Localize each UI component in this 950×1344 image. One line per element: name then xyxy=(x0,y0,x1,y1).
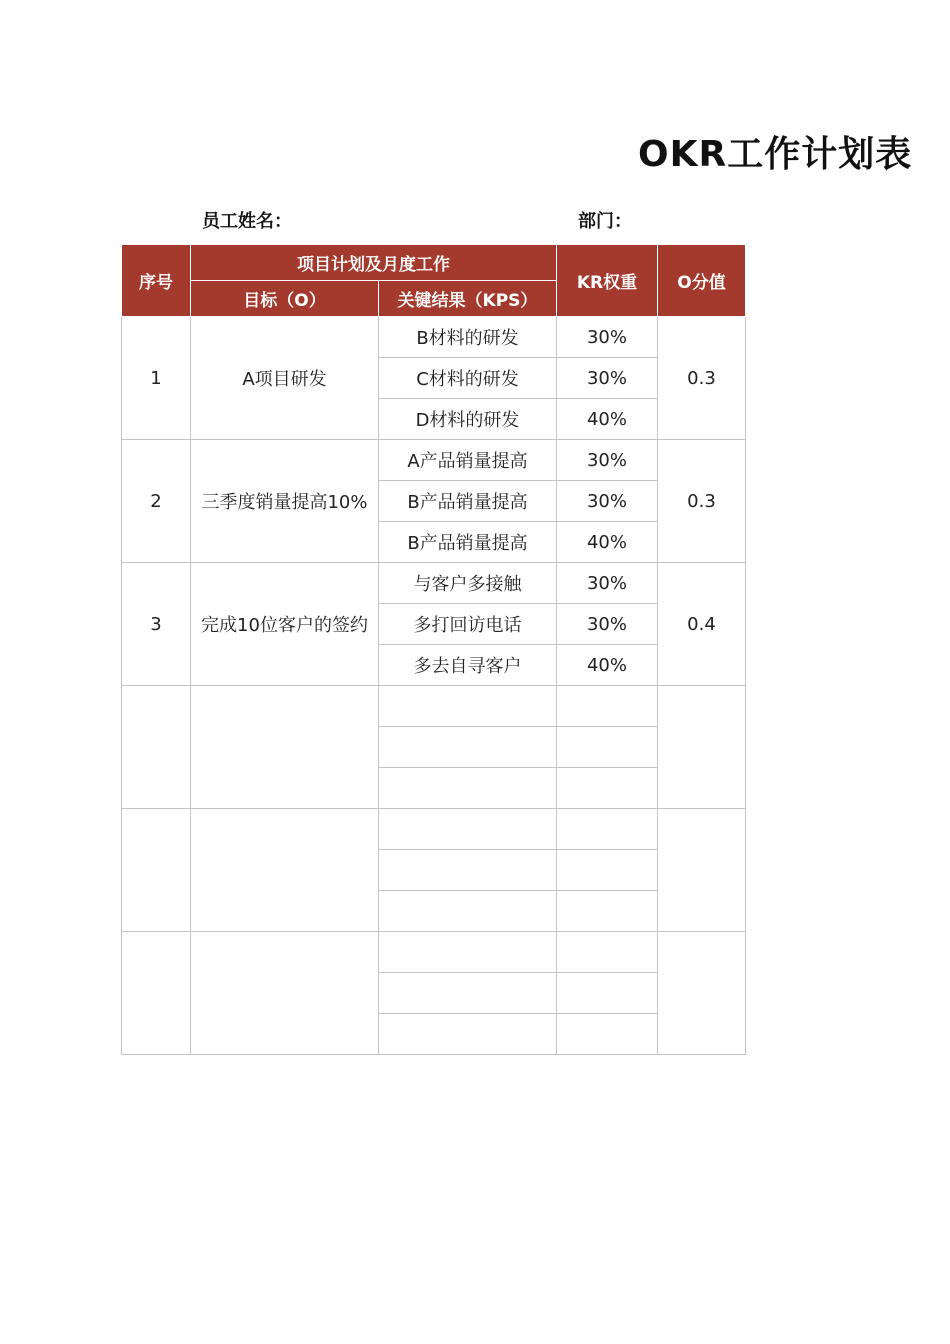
table-body xyxy=(122,317,746,1055)
kr-weight-cell: 40% xyxy=(557,522,658,563)
key-result-cell xyxy=(379,686,557,727)
kr-weight-cell: 30% xyxy=(557,440,658,481)
key-result-cell: B产品销量提高 xyxy=(379,522,557,563)
o-score-cell xyxy=(658,932,746,1055)
table-row xyxy=(122,440,746,481)
kr-weight-cell xyxy=(557,686,658,727)
key-result-cell: 多打回访电话 xyxy=(379,604,557,645)
header-plan-group: 项目计划及月度工作 xyxy=(191,245,557,281)
kr-weight-cell xyxy=(557,932,658,973)
key-result-cell: C材料的研发 xyxy=(379,358,557,399)
key-result-cell xyxy=(379,768,557,809)
key-result-cell: 多去自寻客户 xyxy=(379,645,557,686)
key-result-cell: B产品销量提高 xyxy=(379,481,557,522)
key-result-cell: B材料的研发 xyxy=(379,317,557,358)
header-kr-weight: KR权重 xyxy=(557,245,658,317)
o-score-cell: 0.4 xyxy=(658,563,746,686)
header-key-results: 关键结果（KPS） xyxy=(379,281,557,317)
row-index-cell: 3 xyxy=(122,563,191,686)
objective-cell: A项目研发 xyxy=(191,317,379,440)
key-result-cell xyxy=(379,932,557,973)
o-score-cell: 0.3 xyxy=(658,317,746,440)
title-clip xyxy=(560,120,913,180)
kr-weight-cell: 40% xyxy=(557,399,658,440)
table-row xyxy=(122,686,746,727)
key-result-cell: 与客户多接触 xyxy=(379,563,557,604)
kr-weight-cell: 30% xyxy=(557,563,658,604)
objective-cell xyxy=(191,809,379,932)
key-result-cell xyxy=(379,1014,557,1055)
header-o-score: O分值 xyxy=(658,245,746,317)
table-row xyxy=(122,563,746,604)
row-index-cell: 1 xyxy=(122,317,191,440)
okr-table xyxy=(121,244,746,1055)
row-index-cell xyxy=(122,686,191,809)
key-result-cell xyxy=(379,809,557,850)
key-result-cell xyxy=(379,973,557,1014)
kr-weight-cell xyxy=(557,850,658,891)
key-result-cell: D材料的研发 xyxy=(379,399,557,440)
table-row xyxy=(122,932,746,973)
objective-cell xyxy=(191,686,379,809)
objective-cell: 三季度销量提高10% xyxy=(191,440,379,563)
row-index-cell xyxy=(122,809,191,932)
kr-weight-cell xyxy=(557,891,658,932)
row-index-cell: 2 xyxy=(122,440,191,563)
header-index: 序号 xyxy=(122,245,191,317)
kr-weight-cell xyxy=(557,768,658,809)
kr-weight-cell: 30% xyxy=(557,358,658,399)
key-result-cell xyxy=(379,850,557,891)
kr-weight-cell: 30% xyxy=(557,317,658,358)
kr-weight-cell xyxy=(557,727,658,768)
table-header xyxy=(122,245,746,317)
kr-weight-cell: 30% xyxy=(557,481,658,522)
kr-weight-cell: 30% xyxy=(557,604,658,645)
key-result-cell xyxy=(379,727,557,768)
objective-cell xyxy=(191,932,379,1055)
table-row xyxy=(122,809,746,850)
o-score-cell: 0.3 xyxy=(658,440,746,563)
employee-name-label: 员工姓名： xyxy=(202,211,292,232)
key-result-cell xyxy=(379,891,557,932)
kr-weight-cell xyxy=(557,809,658,850)
table-row xyxy=(122,317,746,358)
key-result-cell: A产品销量提高 xyxy=(379,440,557,481)
page-title: OKR工作计划表 xyxy=(638,134,913,175)
o-score-cell xyxy=(658,686,746,809)
kr-weight-cell xyxy=(557,973,658,1014)
row-index-cell xyxy=(122,932,191,1055)
o-score-cell xyxy=(658,809,746,932)
kr-weight-cell: 40% xyxy=(557,645,658,686)
header-objective: 目标（O） xyxy=(191,281,379,317)
kr-weight-cell xyxy=(557,1014,658,1055)
objective-cell: 完成10位客户的签约 xyxy=(191,563,379,686)
department-label: 部门： xyxy=(578,211,632,232)
